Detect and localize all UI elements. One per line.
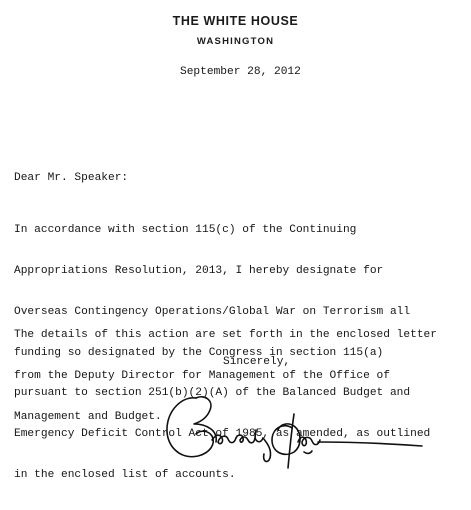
closing: Sincerely, [223,356,291,368]
paragraph-line: Emergency Deficit Control Act of 1985, as amended, as outlined [14,428,431,441]
salutation: Dear Mr. Speaker: [14,172,129,184]
paragraph-line: funding so designated by the Congress in section 115(a) [14,346,384,359]
letterhead-subtitle: WASHINGTON [196,36,275,47]
paragraph-line: The details of this action are set forth in the enclosed letter [14,329,437,342]
paragraph-line: pursuant to section 251(b)(2)(A) of the Balanced Budget and [14,387,411,400]
signature-icon [160,384,460,476]
paragraph-line: Appropriations Resolution, 2013, I hereby designate for [14,264,384,277]
paragraph-line: In accordance with section 115(c) of the Continuing [14,224,357,237]
letter-date: September 28, 2012 [180,66,301,78]
paragraph-line: Overseas Contingency Operations/Global War on Terrorism all [14,305,411,318]
paragraph-line: from the Deputy Director for Management of the Office of [14,369,390,382]
paragraph-line: in the enclosed list of accounts. [14,468,236,481]
letterhead-title: THE WHITE HOUSE [172,14,299,28]
paragraph-line: Management and Budget. [14,410,162,423]
